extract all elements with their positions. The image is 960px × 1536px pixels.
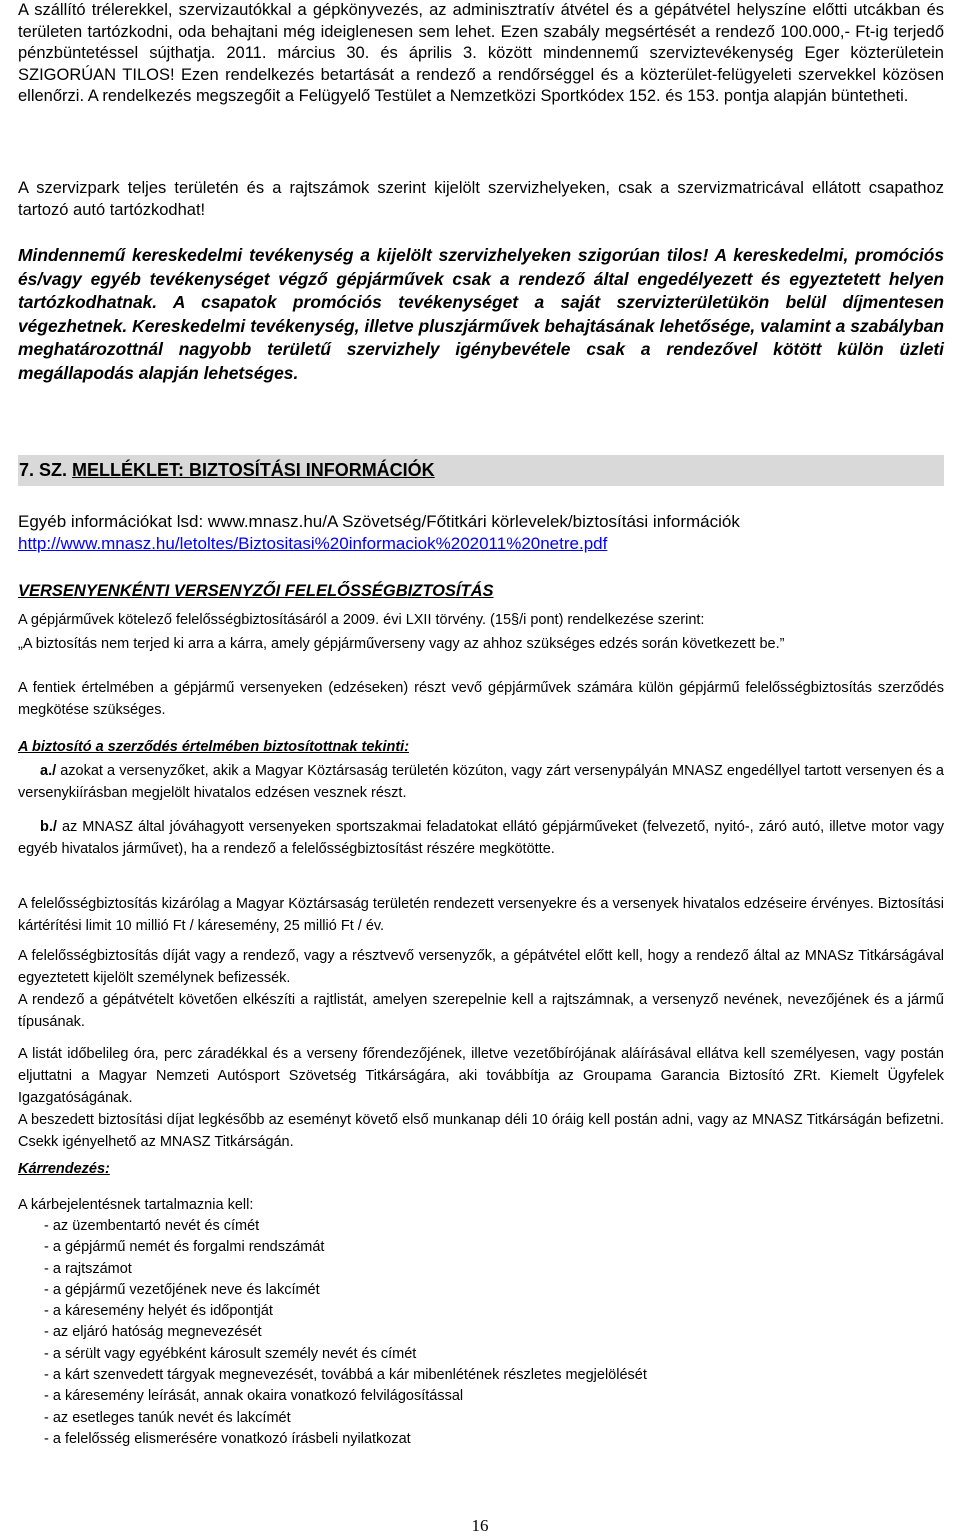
- claims-item: - a kárt szenvedett tárgyak megnevezését, továbbá a kár mibenlétének részletes megjelölését: [44, 1367, 647, 1384]
- insured-item-b: [18, 816, 944, 860]
- fee-paragraph-1: A felelősségbiztosítás díját vagy a rendező, vagy a résztvevő versenyzők, a gépátvétel előtt kell, hogy a rendező által az MNASz Titkárságával egyeztetett kijelölt személynek befizessék.: [18, 948, 944, 986]
- law-quote: „A biztosítás nem terjed ki arra a kárra, amely gépjárműverseny vagy az ahhoz szükséges edzés során következett be.”: [18, 636, 785, 652]
- service-park-paragraph: A szervizpark teljes területén és a rajtszámok szerint kijelölt szervizhelyeken, csak a szervizmatricával ellátott csapathoz tartozó autó tartózkodhat!: [18, 179, 944, 219]
- section-title: MELLÉKLET: BIZTOSÍTÁSI INFORMÁCIÓK: [72, 460, 435, 480]
- liability-heading: VERSENYENKÉNTI VERSENYZŐI FELELŐSSÉGBIZTOSÍTÁS: [18, 582, 494, 600]
- claims-item: - a káresemény leírását, annak okaira vonatkozó felvilágosítással: [44, 1388, 464, 1405]
- fee-paragraph-2: A rendező a gépátvételt követően elkészíti a rajtlistát, amelyen szerepelnie kell a rajtszámnak, a versenyző nevének, nevezőjének és a jármű típusának.: [18, 992, 944, 1030]
- law-consequence: A fentiek értelmében a gépjármű versenyeken (edzéseken) részt vevő gépjárművek számára külön gépjármű felelősségbiztosítás szerződés megkötése szükséges.: [18, 680, 944, 718]
- claims-item: - az üzembentartó nevét és címét: [44, 1218, 260, 1234]
- insured-item-b-label: b./: [40, 819, 57, 835]
- claims-item: - a káresemény helyét és időpontját: [44, 1303, 273, 1320]
- page-number: 16: [471, 1516, 489, 1535]
- info-link[interactable]: http://www.mnasz.hu/letoltes/Biztositasi%20informaciok%202011%20netre.pdf: [18, 534, 608, 553]
- claims-item: - az esetleges tanúk nevét és lakcímét: [44, 1409, 291, 1426]
- claims-item: - a felelősség elismerésére vonatkozó írásbeli nyilatkozat: [44, 1430, 411, 1447]
- claims-item: - a sérült vagy egyébként károsult személy nevét és címét: [44, 1345, 417, 1362]
- section-number: 7. SZ.: [19, 460, 68, 480]
- law-line: A gépjárművek kötelező felelősségbiztosításáról a 2009. évi LXII törvény. (15§/i pont) rendelkezése szerint:: [18, 612, 705, 628]
- claims-item: - a gépjármű vezetőjének neve és lakcímét: [44, 1281, 320, 1298]
- commercial-activity-paragraph: Mindennemű kereskedelmi tevékenység a kijelölt szervizhelyeken szigorúan tilos! A kereskedelmi, promóciós és/vagy egyéb tevékenységet végző gépjárművek csak a rendező által engedélyezett és egyeztetett helyen tartózkodhatnak. A csapatok promóciós tevékenységet a saját szervizterületükön belül díjmentesen végezhetnek. Kereskedelmi tevékenység, illetve pluszjárművek behajtásának lehetősége, valamint a szabályban meghatározottnál nagyobb területű szervizhely igénybevétele csak a rendezővel kötött külön üzleti megállapodás alapján lehetséges.: [18, 245, 944, 383]
- insured-heading: A biztosító a szerződés értelmében biztosítottnak tekinti:: [18, 739, 410, 755]
- claims-item: - a gépjármű nemét és forgalmi rendszámát: [44, 1239, 325, 1256]
- intro-paragraph: A szállító trélerekkel, szervizautókkal a gépkönyvezés, az adminisztratív átvétel és a gépátvétel helyszíne előtti utcákban és területen tartózkodni, oda behajtani még ideiglenesen sem lehet. Ezen szabály megsértését a rendező 100.000,- Ft-ig terjedő pénzbüntetéssel sújthatja. 2011. március 30. és április 3. között mindennemű szerviztevékenység Eger közterületein SZIGORÚAN TILOS! Ezen rendelkezés betartását a rendező a rendőrséggel és a közterület-felügyeleti szervekkel közösen ellenőrzi. A rendelkezés megszegőit a Felügyelő Testület a Nemzetközi Sportkódex 152. és 153. pontja alapján büntetheti.: [18, 1, 944, 105]
- claims-list: [18, 1216, 944, 1450]
- info-line: Egyéb információkat lsd: www.mnasz.hu/A Szövetség/Főtitkári körlevelek/biztosítási információk: [18, 512, 740, 531]
- claims-heading: Kárrendezés:: [18, 1161, 110, 1177]
- insured-item-a-text: azokat a versenyzőket, akik a Magyar Köztársaság területén közúton, vagy zárt versenypályán MNASZ engedéllyel tartott versenyen és a versenykiírásban megjelölt hivatalos edzésen vesznek részt.: [18, 763, 944, 801]
- claims-item: - a rajtszámot: [44, 1260, 132, 1277]
- insured-item-a-label: a./: [40, 763, 57, 779]
- insured-item-b-text: az MNASZ által jóváhagyott versenyeken sportszakmai feladatokat ellátó gépjárműveket (felvezető, nyitó-, záró autó, illetve motor vagy egyéb hivatalos járművet), ha a rendező a felelősségbiztosítást részére megkötötte.: [18, 819, 944, 857]
- claims-item: - az eljáró hatóság megnevezését: [44, 1324, 262, 1341]
- claims-intro: A kárbejelentésnek tartalmaznia kell:: [18, 1197, 254, 1213]
- section-banner: [18, 455, 944, 486]
- validity-paragraph: A felelősségbiztosítás kizárólag a Magyar Köztársaság területén rendezett versenyekre és a versenyek hivatalos edzéseire érvényes. Biztosítási kártérítési limit 10 millió Ft / káresemény, 25 millió Ft / év.: [18, 896, 944, 934]
- insured-item-a: [18, 760, 944, 804]
- list-paragraph-2: A beszedett biztosítási díjat legkésőbb az eseményt követő első munkanap déli 10 óráig kell postán adni, vagy az MNASZ Titkárságán befizetni. Csekk igényelhető az MNASZ Titkárságán.: [18, 1112, 944, 1150]
- list-paragraph-1: A listát időbelileg óra, perc záradékkal és a verseny főrendezőjének, illetve vezetőbírójának aláírásával ellátva kell személyesen, vagy postán eljuttatni a Magyar Nemzeti Autósport Szövetség Titkárságára, aki továbbítja az Groupama Garancia Biztosító ZRt. Kiemelt Ügyfelek Igazgatóságának.: [18, 1046, 944, 1106]
